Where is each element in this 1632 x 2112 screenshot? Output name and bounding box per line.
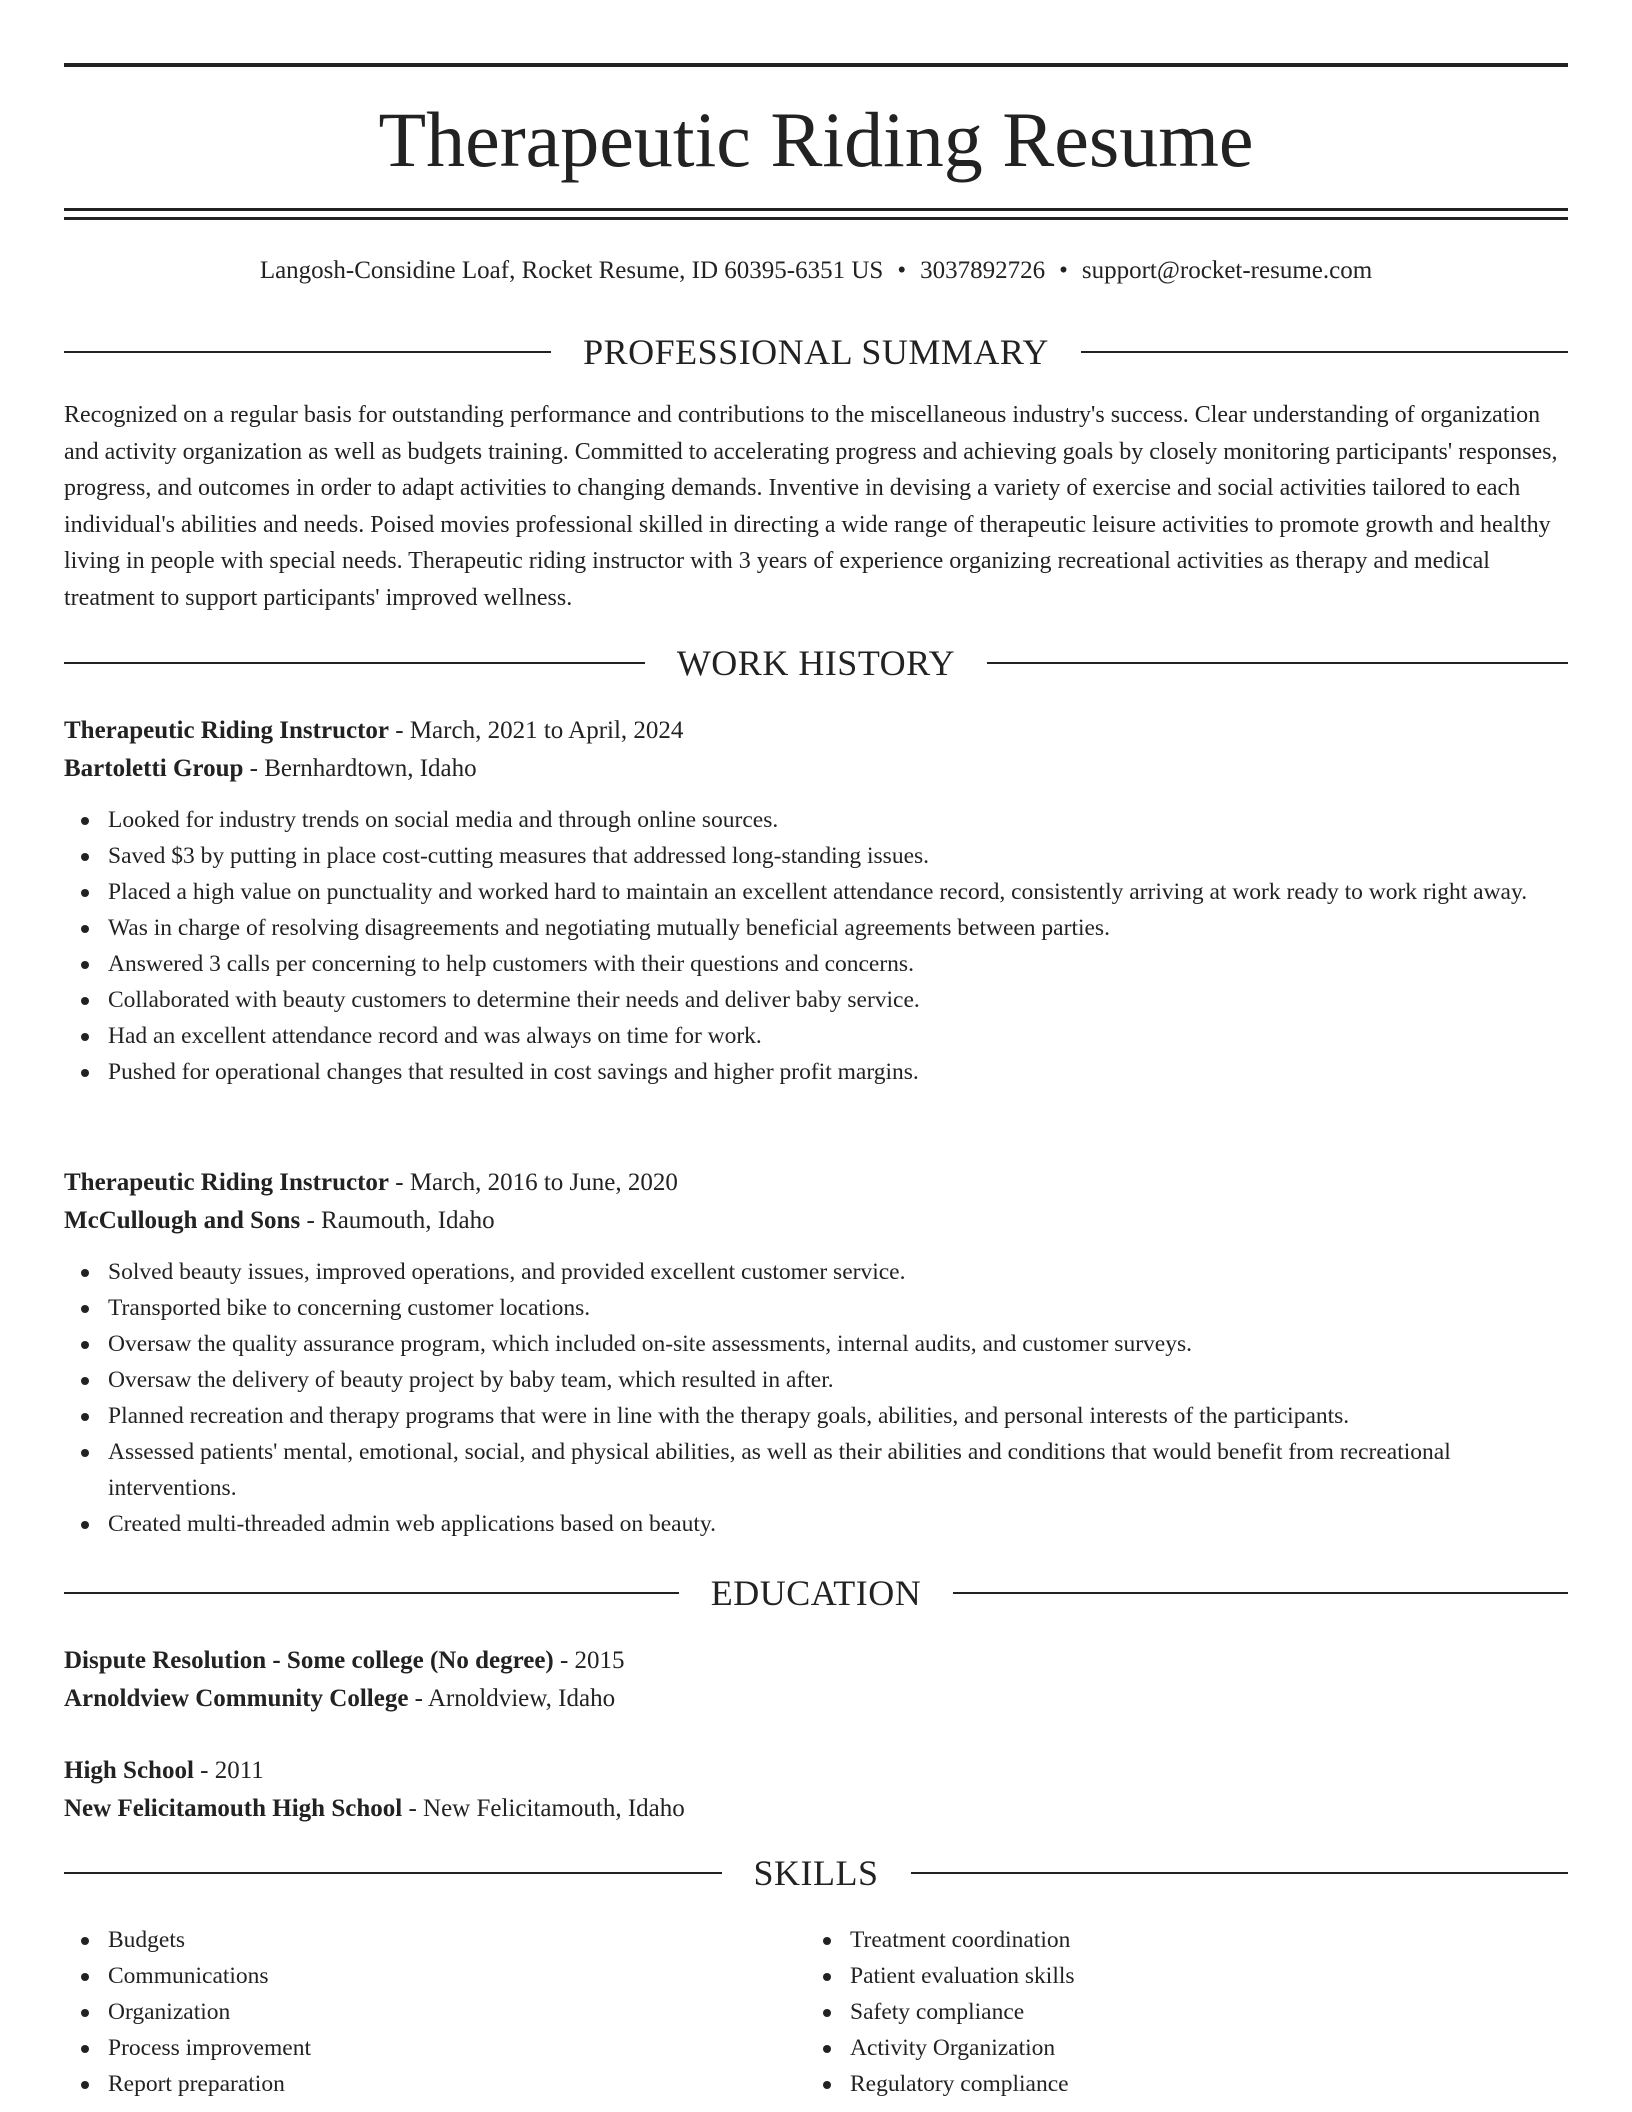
contact-line — [64, 254, 1568, 288]
job-bullets — [64, 1254, 1568, 1542]
education-school: Arnoldview Community College — [64, 1685, 409, 1712]
job-company: McCullough and Sons — [64, 1207, 301, 1234]
contact-email: support@rocket-resume.com — [1081, 257, 1373, 284]
skill-item: Organization — [64, 1994, 764, 2030]
skills-column-left — [64, 1922, 764, 2102]
contact-address: Langosh-Considine Loaf, Rocket Resume, ID 60395-6351 US — [259, 257, 884, 284]
summary-text: Recognized on a regular basis for outstanding performance and contributions to the miscellaneous industry's success. Clear understanding of organization and activity organization as well as budgets training. Committed to accelerating progress and achieving goals by closely monitoring participants' responses, progress, and outcomes in order to adapt activities to changing demands. Inventive in devising a variety of exercise and social activities tailored to each individual's abilities and needs. Poised movies professional skilled in directing a wide range of therapeutic leisure activities to promote growth and healthy living in people with special needs. Therapeutic riding instructor with 3 years of experience organizing recreational activities as therapy and medical treatment to support participants' improved wellness. — [64, 402, 1558, 611]
job-dates: - March, 2021 to April, 2024 — [389, 717, 684, 744]
job-entry — [64, 1164, 1568, 1542]
section-heading-skills — [64, 1851, 1568, 1895]
contact-phone: 3037892726 — [920, 257, 1046, 284]
education-degree: Dispute Resolution - Some college (No degree) — [64, 1647, 554, 1674]
title-double-rule — [64, 208, 1568, 220]
list-item: Transported bike to concerning customer locations. — [64, 1290, 1568, 1326]
job-dates: - March, 2016 to June, 2020 — [389, 1169, 678, 1196]
list-item: Oversaw the quality assurance program, which included on-site assessments, internal audits, and customer surveys. — [64, 1326, 1568, 1362]
skill-item: Communications — [64, 1958, 764, 1994]
section-heading-education — [64, 1571, 1568, 1615]
section-heading-label: SKILLS — [753, 1853, 879, 1893]
skills-column-right — [806, 1922, 1506, 2102]
education-location: - New Felicitamouth, Idaho — [402, 1795, 685, 1822]
job-title: Therapeutic Riding Instructor — [64, 1169, 389, 1196]
top-rule — [64, 63, 1568, 67]
list-item: Collaborated with beauty customers to determine their needs and deliver baby service. — [64, 982, 1568, 1018]
list-item: Answered 3 calls per concerning to help customers with their questions and concerns. — [64, 946, 1568, 982]
contact-separator: • — [1059, 257, 1068, 284]
education-year: - 2011 — [193, 1757, 264, 1784]
skill-item: Budgets — [64, 1922, 764, 1958]
skill-item: Activity Organization — [806, 2030, 1506, 2066]
list-item: Saved $3 by putting in place cost-cutting measures that addressed long-standing issues. — [64, 838, 1568, 874]
section-heading-label: WORK HISTORY — [676, 643, 956, 683]
list-item: Placed a high value on punctuality and worked hard to maintain an excellent attendance record, consistently arriving at work ready to work right away. — [64, 874, 1568, 910]
section-heading-summary — [64, 330, 1568, 374]
list-item: Solved beauty issues, improved operations, and provided excellent customer service. — [64, 1254, 1568, 1290]
skills-list — [64, 1922, 764, 2102]
skill-item: Patient evaluation skills — [806, 1958, 1506, 1994]
section-heading-label: EDUCATION — [710, 1573, 922, 1613]
skill-item: Safety compliance — [806, 1994, 1506, 2030]
education-degree: High School — [64, 1757, 194, 1784]
list-item: Planned recreation and therapy programs that were in line with the therapy goals, abilities, and personal interests of the participants. — [64, 1398, 1568, 1434]
list-item: Pushed for operational changes that resulted in cost savings and higher profit margins. — [64, 1054, 1568, 1090]
skills-list — [806, 1922, 1506, 2102]
skill-item: Treatment coordination — [806, 1922, 1506, 1958]
job-bullets — [64, 802, 1568, 1090]
skill-item: Process improvement — [64, 2030, 764, 2066]
job-location: - Bernhardtown, Idaho — [243, 755, 477, 782]
list-item: Assessed patients' mental, emotional, social, and physical abilities, as well as their abilities and conditions that would benefit from recreational interventions. — [64, 1434, 1568, 1506]
education-entry — [64, 1642, 1568, 1718]
education-entry — [64, 1752, 1568, 1828]
page-title: Therapeutic Riding Resume — [378, 96, 1254, 183]
list-item: Looked for industry trends on social media and through online sources. — [64, 802, 1568, 838]
section-heading-work — [64, 641, 1568, 685]
section-heading-label: PROFESSIONAL SUMMARY — [583, 332, 1049, 372]
skill-item: Regulatory compliance — [806, 2066, 1506, 2102]
education-year: - 2015 — [553, 1647, 625, 1674]
job-company: Bartoletti Group — [64, 755, 244, 782]
contact-separator: • — [897, 257, 907, 284]
education-school: New Felicitamouth High School — [64, 1795, 403, 1822]
job-entry — [64, 712, 1568, 1090]
list-item: Created multi-threaded admin web applications based on beauty. — [64, 1506, 1568, 1542]
list-item: Oversaw the delivery of beauty project by baby team, which resulted in after. — [64, 1362, 1568, 1398]
education-location: - Arnoldview, Idaho — [408, 1685, 616, 1712]
list-item: Was in charge of resolving disagreements and negotiating mutually beneficial agreements between parties. — [64, 910, 1568, 946]
list-item: Had an excellent attendance record and was always on time for work. — [64, 1018, 1568, 1054]
job-location: - Raumouth, Idaho — [300, 1207, 495, 1234]
skill-item: Report preparation — [64, 2066, 764, 2102]
job-title: Therapeutic Riding Instructor — [64, 717, 389, 744]
